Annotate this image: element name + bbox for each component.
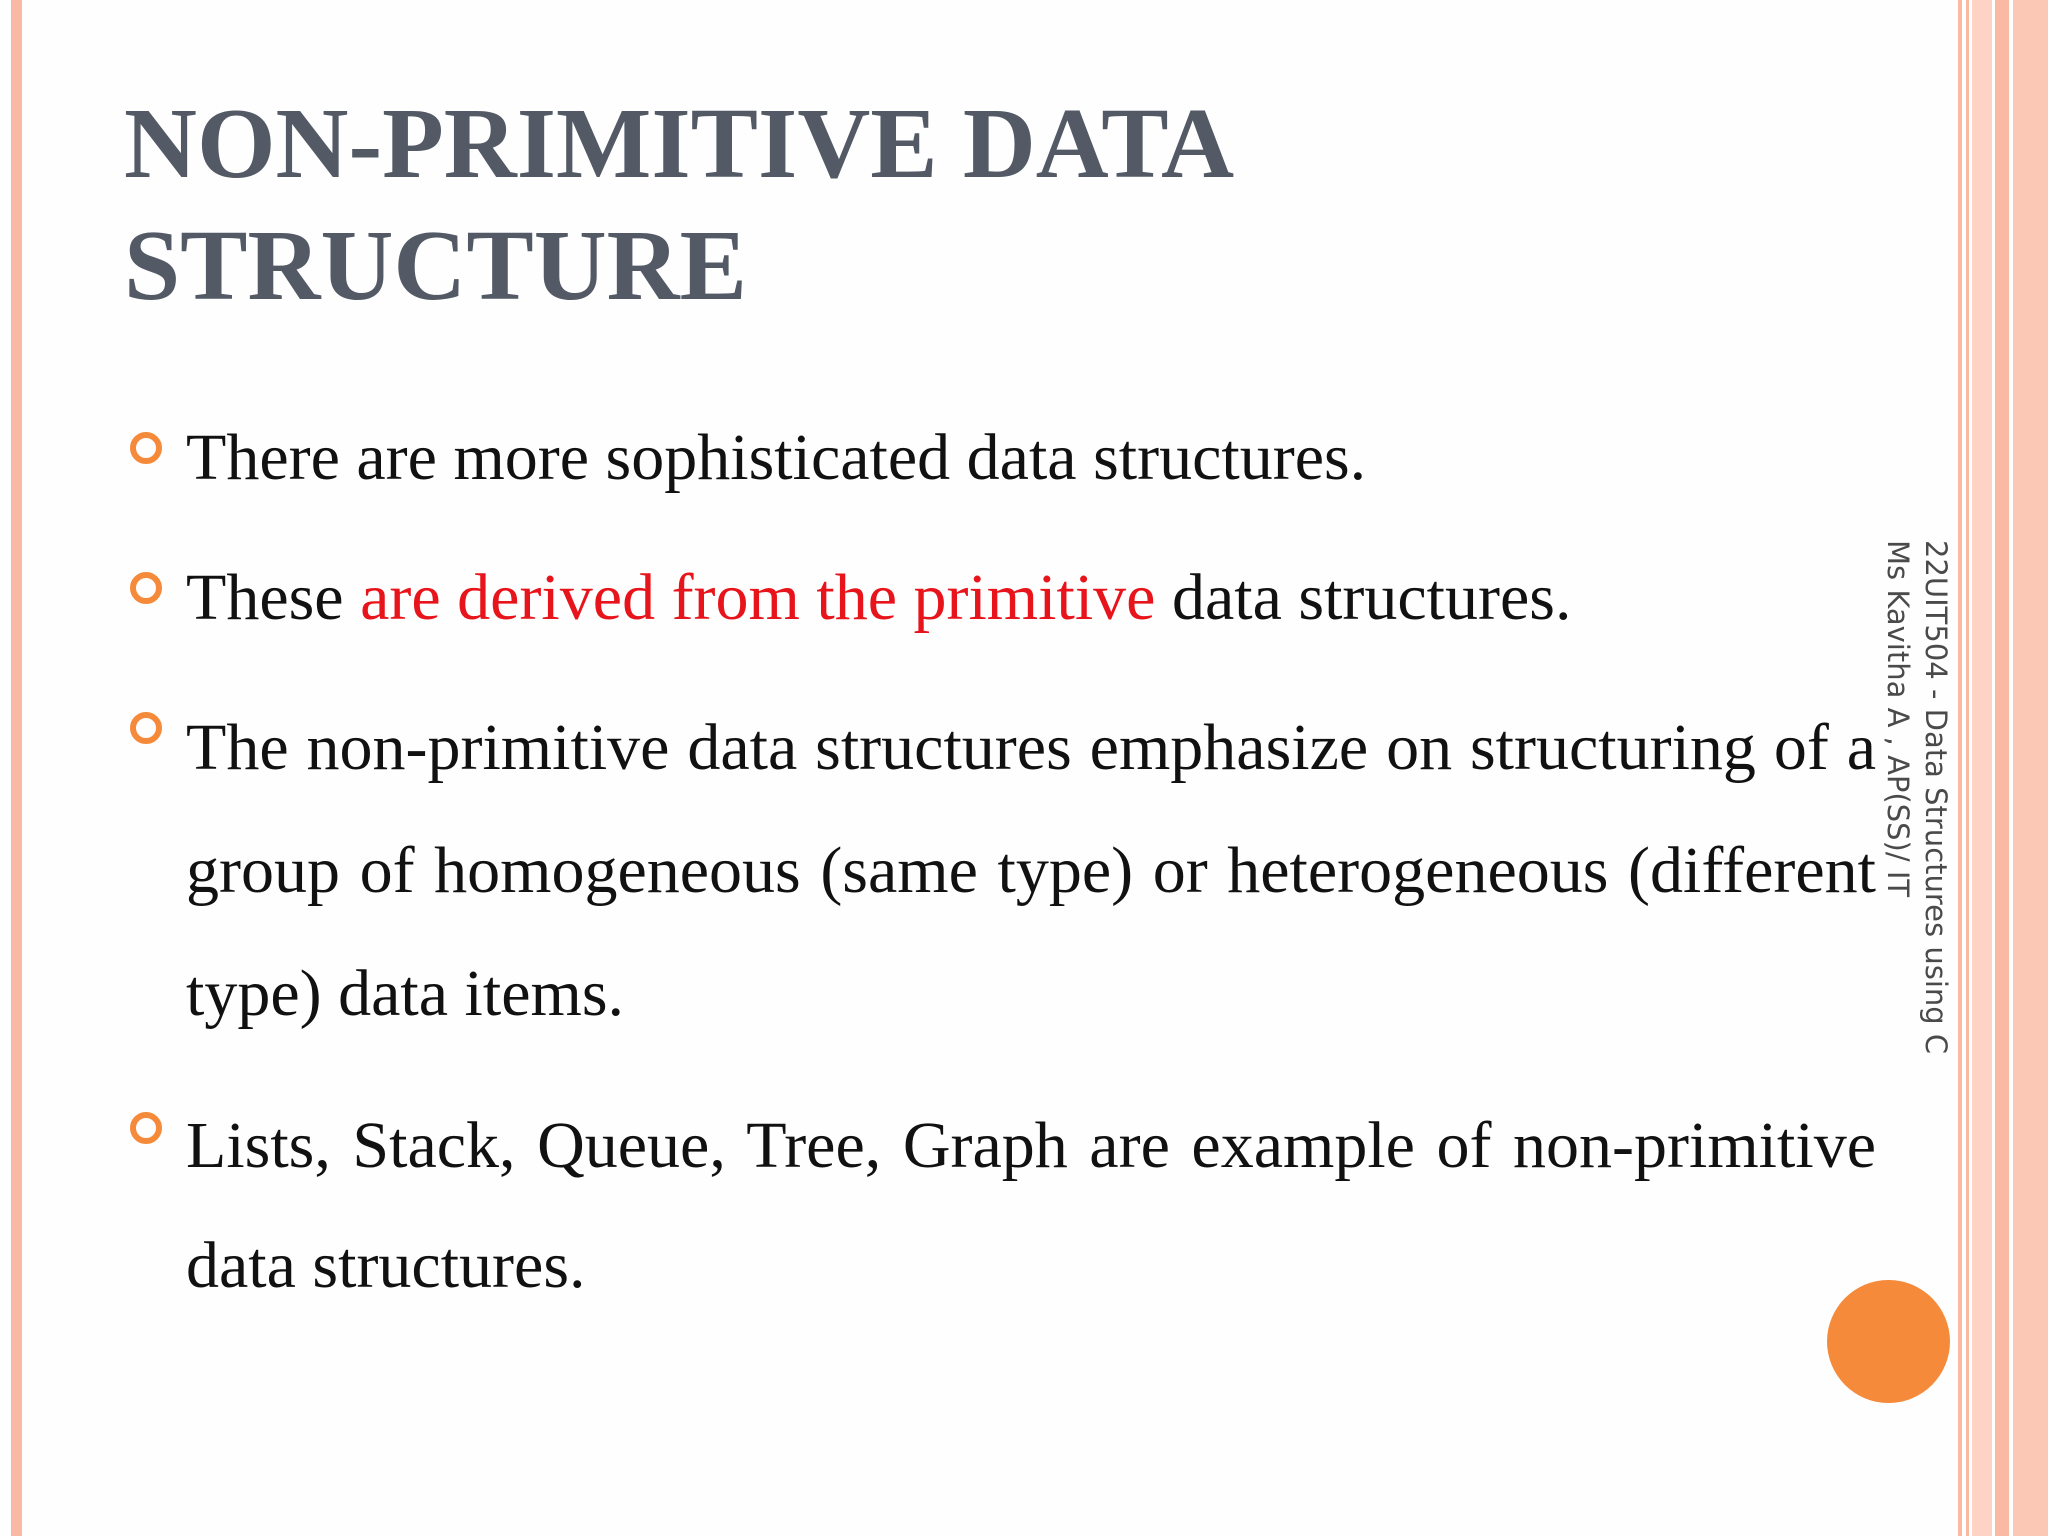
bullet-text [186,558,1876,638]
right-border-stripe [1972,0,1992,1536]
right-border-bars [1958,0,2048,1536]
bullet-text: Lists, Stack, Queue, Tree, Graph are example of non-primitive data structures. [186,1109,1876,1302]
bullet-circle-icon [130,1112,162,1144]
bullet-text-after: data structures. [1155,561,1572,634]
bullet-circle-icon [130,712,162,744]
bullet-text: The non-primitive data structures emphasize on structuring of a group of homogeneous (same type) or heterogeneous (different type) data items. [186,711,1876,1030]
right-border-stripe [2013,0,2048,1536]
footer-course-title: 22UIT504 - Data Structures using C [1919,540,1953,1055]
slide-title [124,82,1824,326]
right-border-stripe [1995,0,2009,1536]
bullet-text-highlight: are derived from the primitive [360,561,1156,634]
left-border-bar [11,0,22,1536]
decorative-orange-circle [1827,1280,1950,1403]
slide-title-line-1: NON-PRIMITIVE DATA [124,87,1235,199]
bullet-text-before: These [186,561,361,634]
right-border-stripe [1966,0,1969,1536]
right-border-stripe [1958,0,1962,1536]
bullet-circle-icon [130,432,162,464]
slide-title-line-2: STRUCTURE [124,209,747,321]
bullet-circle-icon [130,572,162,604]
vertical-footer-note [1879,540,1955,1140]
footer-author: Ms Kavitha A , AP(SS)/ IT [1881,540,1915,898]
bullet-text: There are more sophisticated data structures. [186,421,1367,494]
